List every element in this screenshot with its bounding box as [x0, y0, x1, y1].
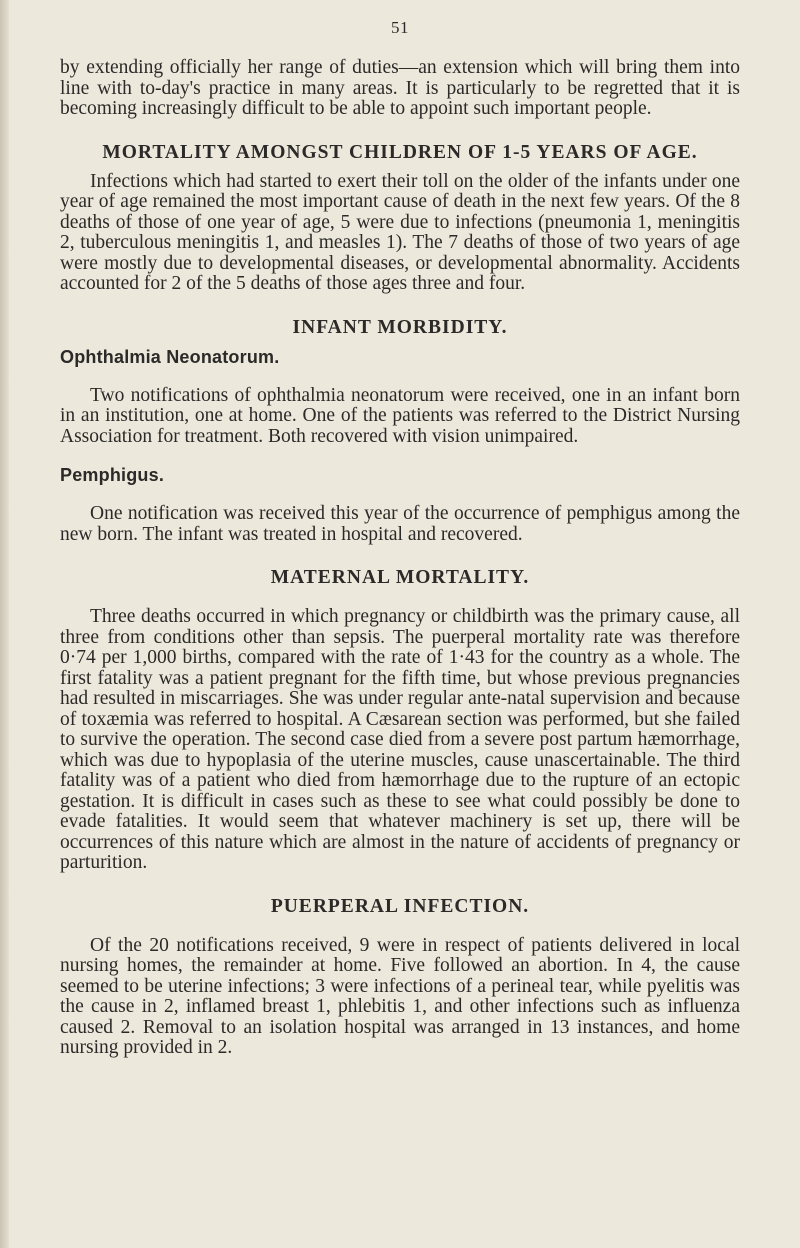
intro-paragraph: by extending officially her range of duties—an extension which will bring them into line with to-day's practice in many areas. It is particularly to be regretted that it is becoming increasingly difficult to be able to appoint such important people.	[60, 57, 740, 119]
heading-infant-morbidity: INFANT MORBIDITY.	[292, 316, 508, 338]
paragraph-puerperal-infection: Of the 20 notifications received, 9 were in respect of patients delivered in local nursing homes, the remainder at home. Five followed an abortion. In 4, the cause seemed to be uterine infections; 3 were infections of a perineal tear, while pyelitis was the cause in 2, inflamed breast 1, phlebitis 1, and other infections such as influenza caused 2. Removal to an isolation hospital was arranged in 13 instances, and home nursing provided in 2.	[60, 934, 740, 1058]
paragraph-pemphigus: One notification was received this year of the occurrence of pemphigus among the new born. The infant was treated in hospital and recovered.	[60, 503, 740, 545]
paragraph-mortality-children: Infections which had started to exert their toll on the older of the infants under one year of age remained the most important cause of death in the next few years. Of the 8 deaths of those of one year of age, 5 were due to infections (pneumonia 1, meningitis 2, tuberculous meningitis 1, and measles 1). The 7 deaths of those of two years of age were mostly due to developmental diseases, or developmental abnormality. Accidents accounted for 2 of the 5 deaths of those ages three and four.	[60, 170, 740, 294]
heading-puerperal-infection: PUERPERAL INFECTION.	[270, 895, 530, 917]
page-number: 51	[391, 18, 409, 37]
paragraph-maternal-mortality: Three deaths occurred in which pregnancy or childbirth was the primary cause, all three from conditions other than sepsis. The puerperal mortality rate was therefore 0·74 per 1,000 births, compared with the rate of 1·43 for the country as a whole. The first fatality was a patient pregnant for the fifth time, but whose previous pregnancies had resulted in miscarriages. She was under regular ante-natal supervision and because of toxæmia was referred to hospital. A Cæsarean section was performed, but she failed to survive the operation. The second case died from a severe post partum hæmorrhage, which was due to hypoplasia of the uterine muscles, cause unascertainable. The third fatality was of a patient who died from hæmorrhage due to the rupture of an ectopic gestation. It is difficult in cases such as these to see what could possibly be done to evade fatalities. It would seem that whatever machinery is set up, there will be occurrences of this nature which are almost in the nature of accidents of pregnancy or parturition.	[60, 606, 740, 873]
heading-maternal-mortality: MATERNAL MORTALITY.	[270, 567, 530, 588]
document-page	[60, 18, 740, 1059]
binding-edge	[0, 0, 9, 1248]
subheading-ophthalmia: Ophthalmia Neonatorum.	[60, 346, 280, 367]
subheading-pemphigus: Pemphigus.	[60, 465, 165, 485]
heading-mortality-children: MORTALITY AMONGST CHILDREN OF 1-5 YEARS OF AGE.	[102, 141, 698, 163]
paragraph-ophthalmia: Two notifications of ophthalmia neonatorum were received, one in an infant born in an institution, one at home. One of the patients was referred to the District Nursing Association for treatment. Both recovered with vision unimpaired.	[60, 384, 740, 447]
